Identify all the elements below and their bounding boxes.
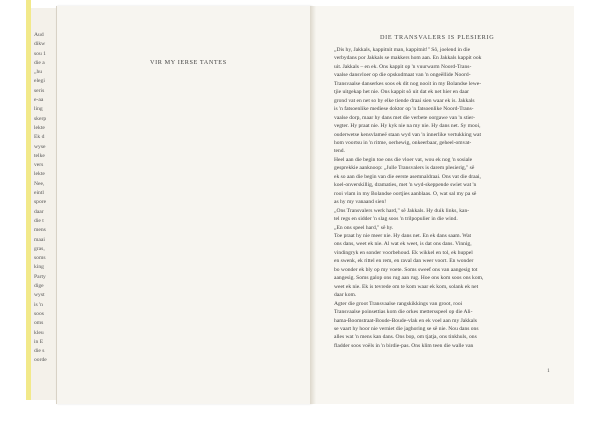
text-line: se vaart hy hoor nie verniet die jaghoring se sê nie. Nou dans ons [334, 325, 479, 332]
page-number: 1 [547, 368, 550, 374]
underlying-page-line: king [34, 264, 44, 271]
underlying-page-line: sou 1 [34, 50, 46, 57]
text-line: ouderwetse kensvlameë staan wyd van 'n innerlike vertukking wat [334, 131, 482, 138]
underlying-page-line: dikw [34, 41, 46, 48]
underlying-page-line: die t [34, 217, 44, 224]
underlying-page-line: skerp [34, 115, 47, 122]
text-line: ek so aan die begin van die eerste asemnaldraai. Ons vat die draai, [334, 173, 481, 180]
underlying-page-line: in E [34, 338, 44, 345]
underlying-page-line: kleu [34, 329, 44, 336]
underlying-page-line: Aud [34, 32, 44, 38]
underlying-page-line: oms [34, 320, 44, 327]
underlying-page-line: vers [34, 162, 44, 169]
underlying-page-line: ling [34, 106, 43, 113]
text-line: Heel aan die begin toe ons die vloer vat, wou ek nog 'n sosiale [334, 156, 473, 163]
underlying-page-line: eintl [34, 190, 44, 197]
text-line: grond vat en net so by elke tiende draai sien waar ek is. Jakkals [334, 97, 475, 104]
underlying-page-line: daar [34, 208, 44, 215]
underlying-page-line: elegi [34, 78, 45, 85]
text-line: ons dans, weet ek nie. Al wat ek weet, is dat ons dans. Vinnig, [334, 241, 472, 248]
underlying-page-line: mens [34, 227, 46, 234]
text-line: hom voortsu in 'n ritme, oerhewig, onkeerbaar, geheel-omvat- [334, 139, 472, 146]
underlying-page-line: e-aa [34, 97, 44, 104]
underlying-page-line: lekte [34, 171, 45, 178]
text-line: „En ons speel hard," sê hy. [334, 224, 394, 231]
text-line: tel regs en sidder 'n slag soos 'n trilpopulier in die wind. [334, 216, 458, 223]
text-line: tjie uitgekap het nie. Ons kappit sô uit dat ek net hier en daar [334, 89, 469, 96]
text-line: Transvaalse poinsettias kom die orkes mettersspeel op die Ali- [334, 309, 473, 316]
text-line: hama-Boomstraat-Boude-Boude-vlak en ek voel aan my Jakkals [334, 317, 477, 324]
underlying-page-line: lekte [34, 124, 45, 131]
text-line: vaalse dansvloer op die opskudmaat van 'n ongeëllide Noord- [334, 72, 471, 79]
underlying-page-line: die a [34, 59, 45, 66]
text-line: „Ons Transvalers werk hard," sê Jakkals. Hy duik links, kan- [334, 207, 470, 214]
text-line: en swenk, ek rittel en rem, en raval dan weer voort. En wonder [334, 258, 474, 265]
underlying-page-line: oorde [34, 357, 47, 364]
text-line: bo wonder ek bly op my voete. Soms sweef ons van aangesig tot [334, 266, 478, 273]
text-line: gesprekkie aanknoop: „Julle Transvalers is darem plesierig," sê [334, 165, 475, 172]
text-line: aangesig. Soms galop ons rug aan rug. Hoe ons kom soos ons kom, [334, 275, 484, 282]
text-line: Toe praat hy nie meer nie. Hy dans net. En ek dans saam. Wat [334, 232, 472, 239]
underlying-page-line: die s [34, 348, 45, 355]
underlying-page-line: seris [34, 87, 45, 94]
text-line: vindingryk en sonder voorbehoud. Ek wikkel en tol, ek huppel [334, 249, 473, 256]
underlying-page-line: is 'n [34, 301, 43, 308]
text-line: Agter die groot Transvaalse rangskikkings van groot, rooi [334, 300, 463, 307]
text-line: uit. Jakkals – en ek. Ons kappit op 'n vuurwarm Noord-Trans- [334, 63, 472, 70]
text-line: rooi vlam in my Bolandse oortjies aanblaas. O, wat sal my pa sê [334, 190, 477, 197]
underlying-page-line: telke [34, 152, 45, 159]
underlying-page-line: „hu [34, 69, 43, 76]
underlying-page-line: soms [34, 255, 46, 262]
underlying-page-line: spore [34, 199, 47, 206]
left-page-title: VIR MY IERSE TANTES [150, 59, 227, 66]
text-line: alles wat 'n mens kan dans. Ons bop, om tjatja, ons tinkhuls, ons [334, 334, 477, 341]
underlying-page-line: Nee, [34, 180, 45, 187]
text-line: koel-onverskillig, dramaties, met 'n wyd-skeppende swiet wat 'n [334, 182, 477, 189]
text-line: as hy my vanaand sien! [334, 199, 387, 206]
underlying-page-line: Ek d [34, 134, 45, 141]
underlying-page-line: gras, [34, 245, 45, 252]
text-line: Transvaalse danserkes soos ek dit nog nooit in my Bolandse lewe- [334, 80, 482, 87]
text-line: vaalse dorp, maar hy dans met die verbete oorgawe van 'n stier- [334, 114, 475, 121]
underlying-page-line: Party [34, 273, 46, 280]
text-line: daar kom. [334, 292, 357, 299]
text-line: tend. [334, 148, 345, 155]
text-line: „Dis hy, Jakkals, kappitnit man, kappitnit!" Sô, joelend in die [334, 47, 471, 53]
text-line: weet ek nie. Ek is tevrede om te kom waar ek kom, solank ek net [334, 283, 479, 290]
underlying-page-line: maai [34, 236, 45, 243]
underlying-page-line: soos [34, 310, 44, 317]
underlying-page-line: dige [34, 283, 44, 290]
text-line: is 'n fatsoenlike mediese doktor op 'n fatsoenlike Noord-Trans- [334, 106, 474, 113]
underlying-page-line: wyst [34, 292, 45, 299]
chapter-body-text [334, 46, 560, 350]
text-line: verbydans por Jakkals se makkers hom aan. En Jakkals kappit ook [334, 55, 482, 62]
text-line: fladder soos voëls in 'n birdie-pas. Ons klim teen die walle van [334, 342, 474, 349]
text-line: vegter. Hy praat nie. Hy kyk nie na my nie. Hy dans net. Sy mooi, [334, 123, 481, 130]
underlying-page-line: wyse [34, 143, 46, 150]
chapter-title: DIE TRANSVALERS IS PLESIERIG [380, 34, 495, 41]
